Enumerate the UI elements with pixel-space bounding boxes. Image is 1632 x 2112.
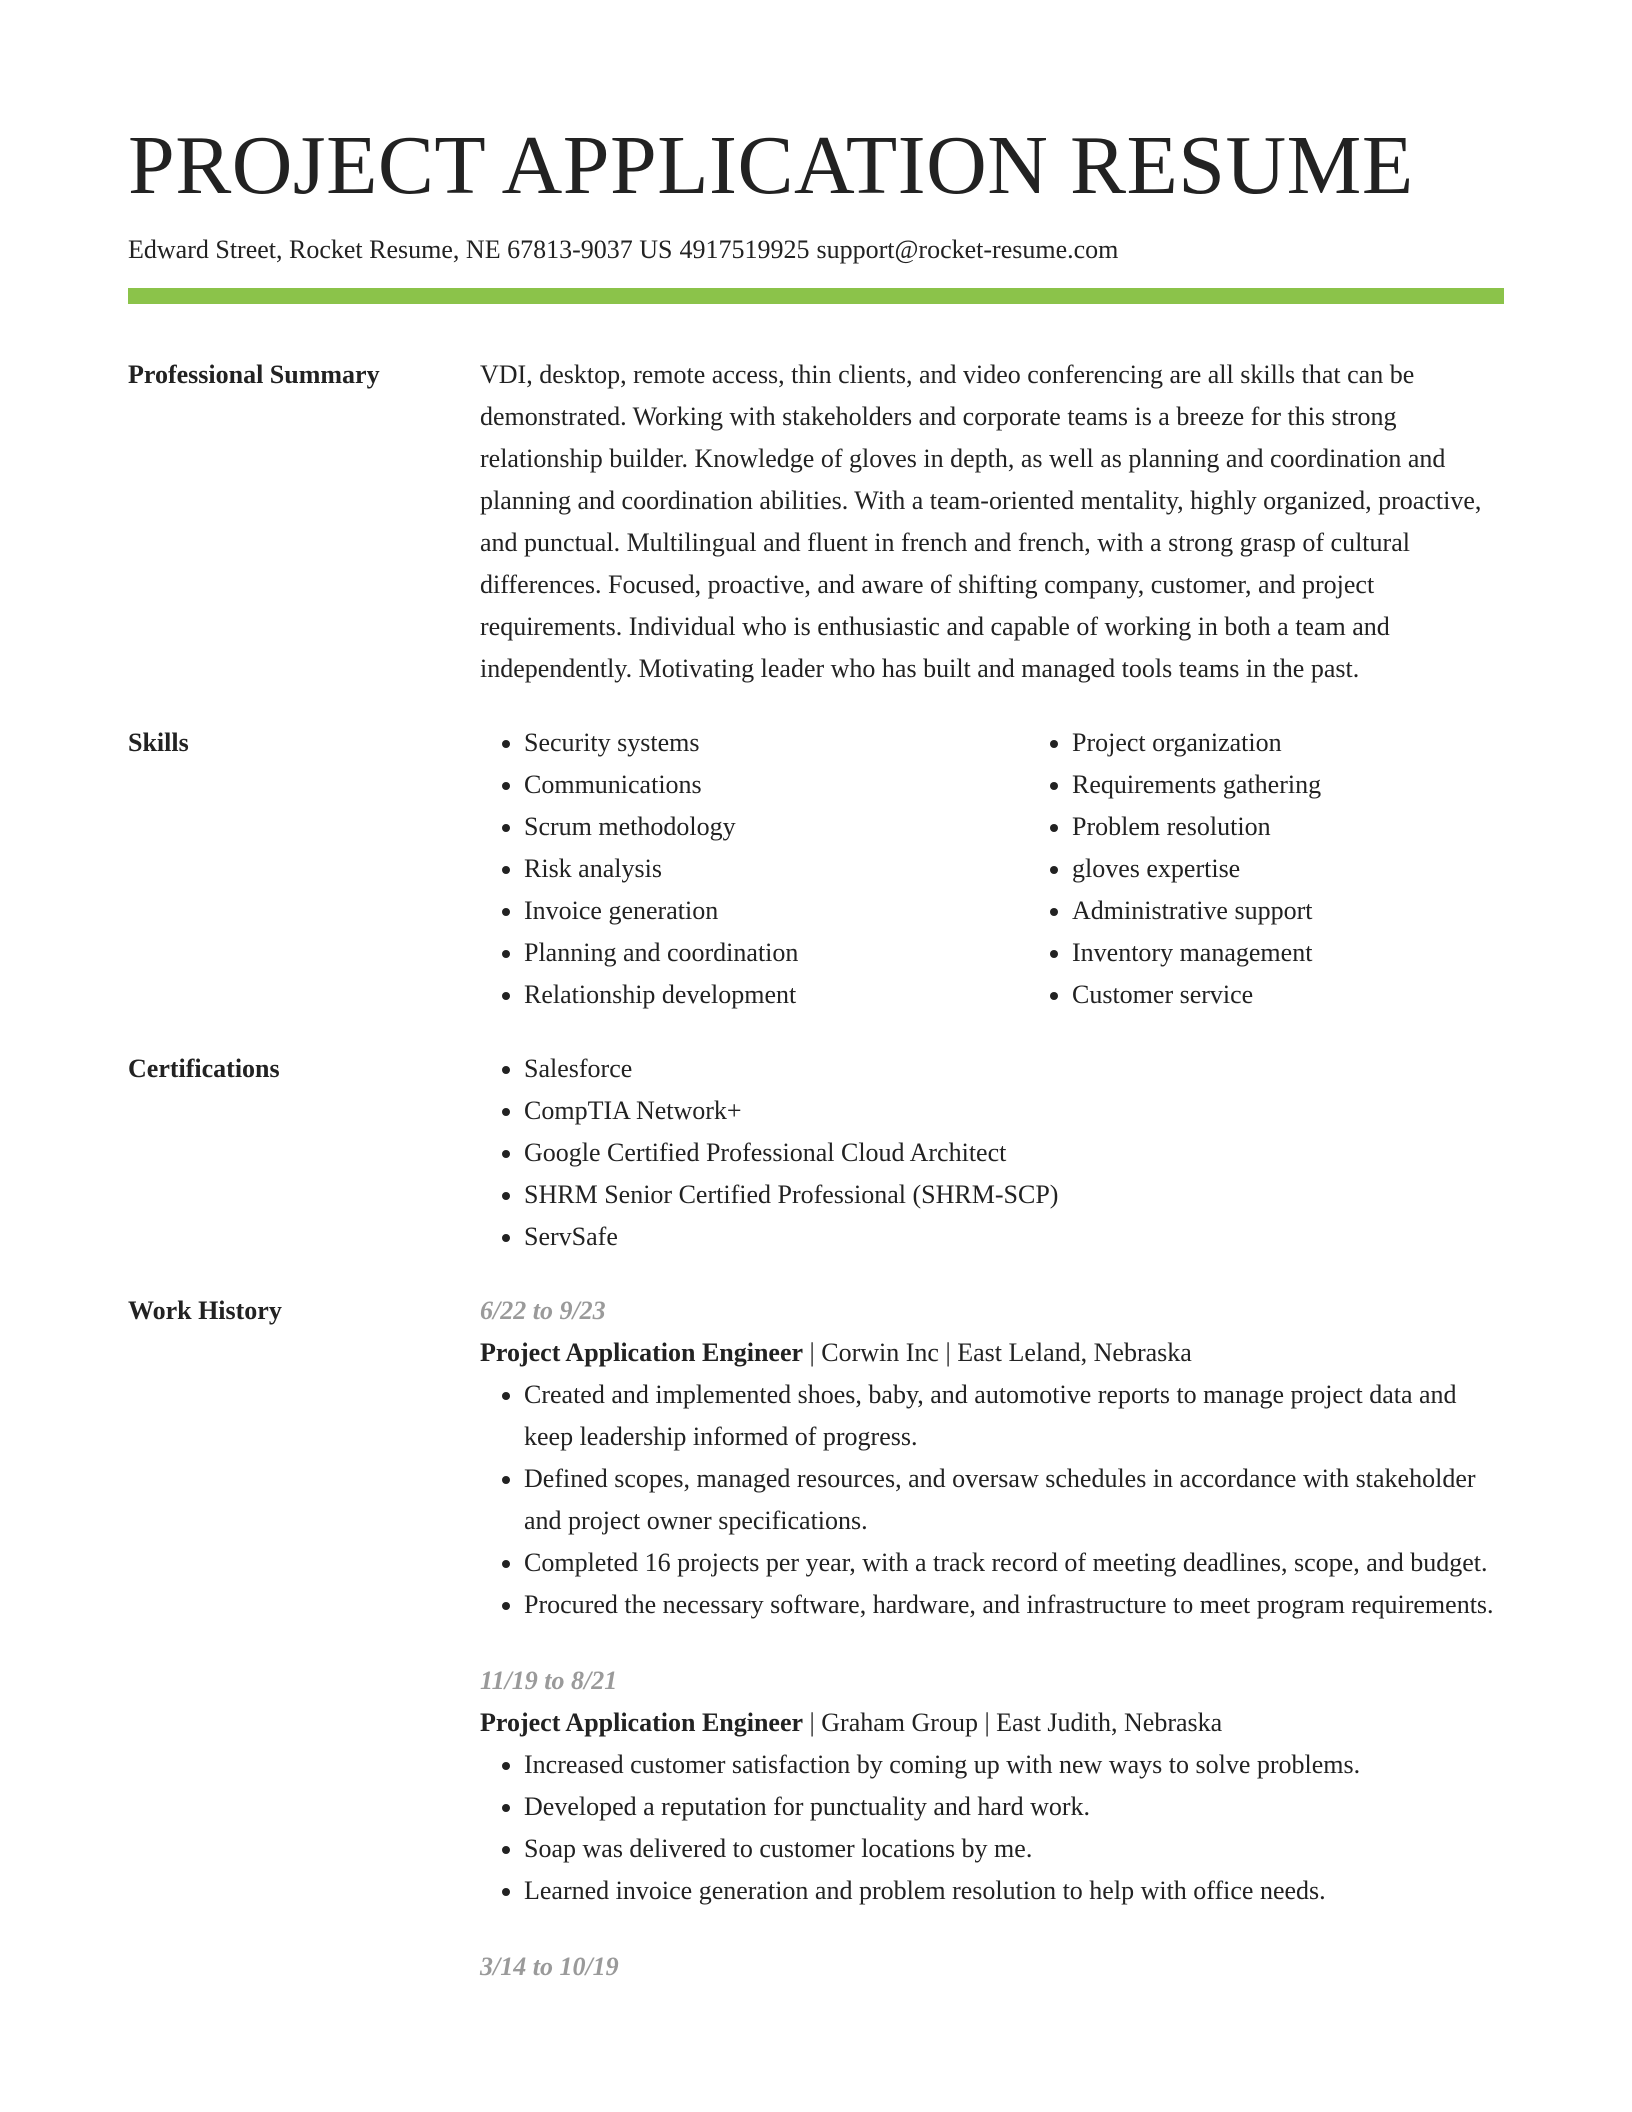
certification-item: • ServSafe <box>524 1216 1504 1258</box>
skill-item: • Administrative support <box>1072 890 1576 932</box>
skills-section <box>128 722 1504 1016</box>
job-bullet: • Increased customer satisfaction by coming up with new ways to solve problems. <box>524 1744 1504 1786</box>
job-bullet: • Learned invoice generation and problem resolution to help with office needs. <box>524 1870 1504 1912</box>
skill-item: • Communications <box>524 764 1028 806</box>
job-separator: | <box>803 1337 822 1367</box>
contact-email[interactable]: support@rocket-resume.com <box>816 235 1119 265</box>
certifications-section <box>128 1048 1504 1258</box>
resume-page <box>128 120 1504 1988</box>
job-separator: | <box>977 1707 997 1737</box>
certification-item: • Google Certified Professional Cloud Architect <box>524 1132 1504 1174</box>
skill-item: • Scrum methodology <box>524 806 1028 848</box>
certification-item: • SHRM Senior Certified Professional (SHRM-SCP) <box>524 1174 1504 1216</box>
header-divider <box>128 288 1504 304</box>
skill-item: • Customer service <box>1072 974 1576 1016</box>
skill-item: • Risk analysis <box>524 848 1028 890</box>
job-dates: 11/19 to 8/21 <box>480 1665 618 1695</box>
skill-item: • Inventory management <box>1072 932 1576 974</box>
contact-address: Edward Street, Rocket Resume, NE 67813-9037 US <box>128 235 673 265</box>
certifications-list <box>480 1048 1504 1258</box>
contact-line <box>128 234 1504 265</box>
skill-item: • Invoice generation <box>524 890 1028 932</box>
job-entry <box>480 1946 1504 1988</box>
skills-list-right <box>1028 722 1576 1016</box>
certification-item: • Salesforce <box>524 1048 1504 1090</box>
job-entry <box>480 1660 1504 1912</box>
job-location: East Leland, Nebraska <box>957 1337 1192 1367</box>
summary-section <box>128 354 1504 690</box>
job-company: Corwin Inc <box>821 1337 939 1367</box>
job-bullet: • Soap was delivered to customer locations by me. <box>524 1828 1504 1870</box>
skill-item: • gloves expertise <box>1072 848 1576 890</box>
job-title: Project Application Engineer <box>480 1337 804 1367</box>
section-heading: Professional Summary <box>128 359 380 389</box>
job-company: Graham Group <box>821 1707 978 1737</box>
job-bullet: • Created and implemented shoes, baby, and automotive reports to manage project data and keep leadership informed of progress. <box>524 1374 1504 1458</box>
job-separator: | <box>803 1707 822 1737</box>
summary-text: VDI, desktop, remote access, thin clients, and video conferencing are all skills that can be demonstrated. Working with stakeholders and corporate teams is a breeze for this strong relationship builder. Knowledge of gloves in depth, as well as planning and coordination and planning and coordination abilities. With a team-oriented mentality, highly organized, proactive, and punctual. Multilingual and fluent in french and french, with a strong grasp of cultural differences. Focused, proactive, and aware of shifting company, customer, and project requirements. Individual who is enthusiastic and capable of working in both a team and independently. Motivating leader who has built and managed tools teams in the past. <box>480 359 1482 683</box>
skill-item: • Security systems <box>524 722 1028 764</box>
section-heading: Certifications <box>128 1053 280 1083</box>
work-history-section <box>128 1290 1504 1988</box>
contact-phone: 4917519925 <box>679 235 810 265</box>
skills-grid <box>480 722 1576 1016</box>
job-bullets <box>480 1374 1504 1626</box>
section-heading: Skills <box>128 727 189 757</box>
job-dates: 3/14 to 10/19 <box>480 1951 619 1981</box>
skill-item: • Requirements gathering <box>1072 764 1576 806</box>
job-entry <box>480 1290 1504 1626</box>
section-heading: Work History <box>128 1295 282 1325</box>
skill-item: • Problem resolution <box>1072 806 1576 848</box>
certification-item: • CompTIA Network+ <box>524 1090 1504 1132</box>
job-heading <box>480 1702 1504 1744</box>
job-bullet: • Defined scopes, managed resources, and oversaw schedules in accordance with stakeholder and project owner specifications. <box>524 1458 1504 1542</box>
skill-item: • Relationship development <box>524 974 1028 1016</box>
resume-title: PROJECT APPLICATION RESUME <box>128 119 1414 212</box>
job-bullet: • Completed 16 projects per year, with a track record of meeting deadlines, scope, and budget. <box>524 1542 1504 1584</box>
job-location: East Judith, Nebraska <box>996 1707 1223 1737</box>
job-dates: 6/22 to 9/23 <box>480 1295 606 1325</box>
job-bullet: • Developed a reputation for punctuality and hard work. <box>524 1786 1504 1828</box>
job-bullet: • Procured the necessary software, hardware, and infrastructure to meet program requirements. <box>524 1584 1504 1626</box>
job-title: Project Application Engineer <box>480 1707 804 1737</box>
job-separator: | <box>938 1337 958 1367</box>
skill-item: • Planning and coordination <box>524 932 1028 974</box>
skill-item: • Project organization <box>1072 722 1576 764</box>
job-bullets <box>480 1744 1504 1912</box>
skills-list-left <box>480 722 1028 1016</box>
job-heading <box>480 1332 1504 1374</box>
